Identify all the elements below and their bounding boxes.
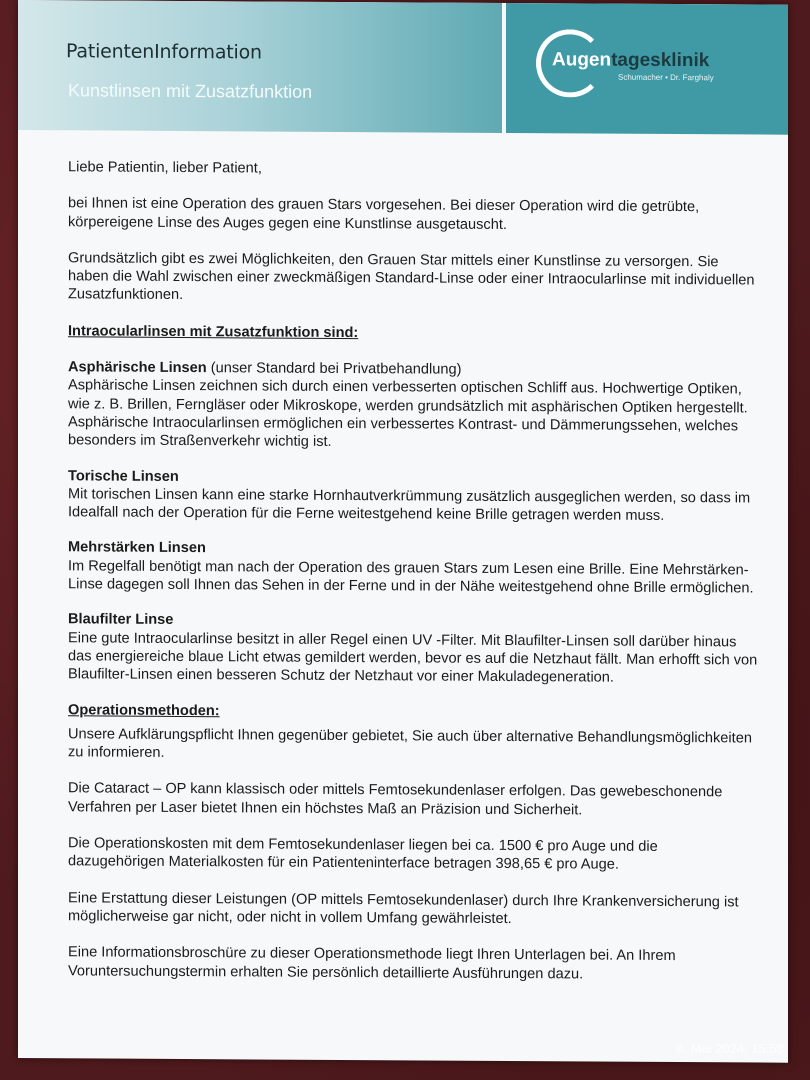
method-paragraph: Eine Informationsbroschüre zu dieser Operationsmethode liegt Ihren Unterlagen bei. An Ihrem Voruntersuchungstermin erhalten Sie persönlich detaillierte Ausführungen dazu. — [68, 944, 676, 982]
lens-title: Mehrstärken Linsen — [68, 539, 206, 557]
clinic-doctors: Schumacher • Dr. Farghaly — [618, 72, 714, 83]
photo-timestamp: 8. Mai 2024, 15:58 — [676, 1041, 784, 1056]
section-heading-methods: Operationsmethoden: — [68, 701, 220, 719]
letter-body — [68, 158, 758, 1002]
lens-title: Blaufilter Linse — [68, 611, 174, 629]
lens-description: Mit torischen Linsen kann eine starke Hornhautverkrümmung zusätzlich ausgeglichen werden, so dass im Idealfall nach der Operation für die Ferne weitestgehend keine Brille getragen werden muss. — [68, 486, 751, 525]
information-sheet — [18, 0, 788, 1063]
clinic-logo-name — [552, 49, 709, 72]
document-title: PatientenInformation — [66, 40, 262, 64]
section-heading-lenses: Intraocularlinsen mit Zusatzfunktion sind: — [68, 323, 359, 341]
document-subtitle: Kunstlinsen mit Zusatzfunktion — [68, 80, 313, 102]
method-paragraph: Eine Erstattung dieser Leistungen (OP mittels Femtosekundenlaser) durch Ihre Krankenversicherung ist möglicherweise gar nicht, oder nicht in vollem Umfang gewährleistet. — [68, 889, 739, 927]
lens-note: (unser Standard bei Privatbehandlung) — [206, 360, 462, 378]
lens-item — [68, 539, 758, 598]
method-paragraph: Die Cataract – OP kann klassisch oder mittels Femtosekundenlaser erfolgen. Das gewebeschonende Verfahren per Laser bietet Ihnen ein höchstes Maß an Präzision und Sicherheit. — [68, 780, 723, 819]
lens-item — [68, 611, 758, 688]
lens-description: Eine gute Intraocularlinse besitzt in aller Regel einen UV -Filter. Mit Blaufilter-Linsen soll darüber hinaus das energiereiche blaue Licht etwas gemildert werden, bevor es auf die Netzhaut fällt. Man erhofft sich von Blaufilter-Linsen einen besseren Schutz der Netzhaut vor einer Makuladegeneration. — [68, 629, 758, 686]
method-paragraph: Unsere Aufklärungspflicht Ihnen gegenüber gebietet, Sie auch über alternative Behandlungsmöglichkeiten zu informieren. — [68, 726, 752, 762]
method-paragraph: Die Operationskosten mit dem Femtosekundenlaser liegen bei ca. 1500 € pro Auge und die dazugehörigen Materialkosten für ein Patienteninterface betragen 398,65 € pro Auge. — [68, 835, 658, 873]
logo-part-tagesklinik: tagesklinik — [611, 49, 710, 72]
intro-paragraph-2: Grundsätzlich gibt es zwei Möglichkeiten, den Grauen Star mittels einer Kunstlinse zu versorgen. Sie haben die Wahl zwischen einer zweckmäßigen Standard-Linse oder einer Intraocularlinse mit individuellen Zusatzfunktionen. — [68, 250, 755, 304]
lens-description: Im Regelfall benötigt man nach der Operation des grauen Stars zum Lesen eine Brille. Eine Mehrstärken-Linse dagegen soll Ihnen das Sehen in der Ferne und in der Nähe weitestgehend ohne Brille ermöglichen. — [68, 558, 754, 597]
lens-title: Asphärische Linsen — [68, 359, 207, 377]
logo-part-augen: Augen — [552, 49, 612, 71]
salutation: Liebe Patientin, lieber Patient, — [68, 159, 262, 177]
header-banner — [18, 0, 502, 133]
intro-paragraph-1: bei Ihnen ist eine Operation des grauen Stars vorgesehen. Bei dieser Operation wird die getrübte, körpereigene Linse des Auges gegen eine Kunstlinse ausgetauscht. — [68, 195, 700, 233]
lens-item — [68, 358, 758, 454]
lens-description: Asphärische Linsen zeichnen sich durch einen verbesserten optischen Schliff aus. Hochwertige Optiken, wie z. B. Brillen, Ferngläser oder Mikroskope, werden grundsätzlich mit asphärischen Optiken hergestellt. Asphärische Intraocularlinsen ermöglichen ein verbessertes Kontrast- und Dämmerungssehen, welches besonders im Straßenverkehr wichtig ist. — [68, 377, 748, 451]
lens-title: Torische Linsen — [68, 467, 179, 485]
lens-item — [68, 467, 758, 526]
